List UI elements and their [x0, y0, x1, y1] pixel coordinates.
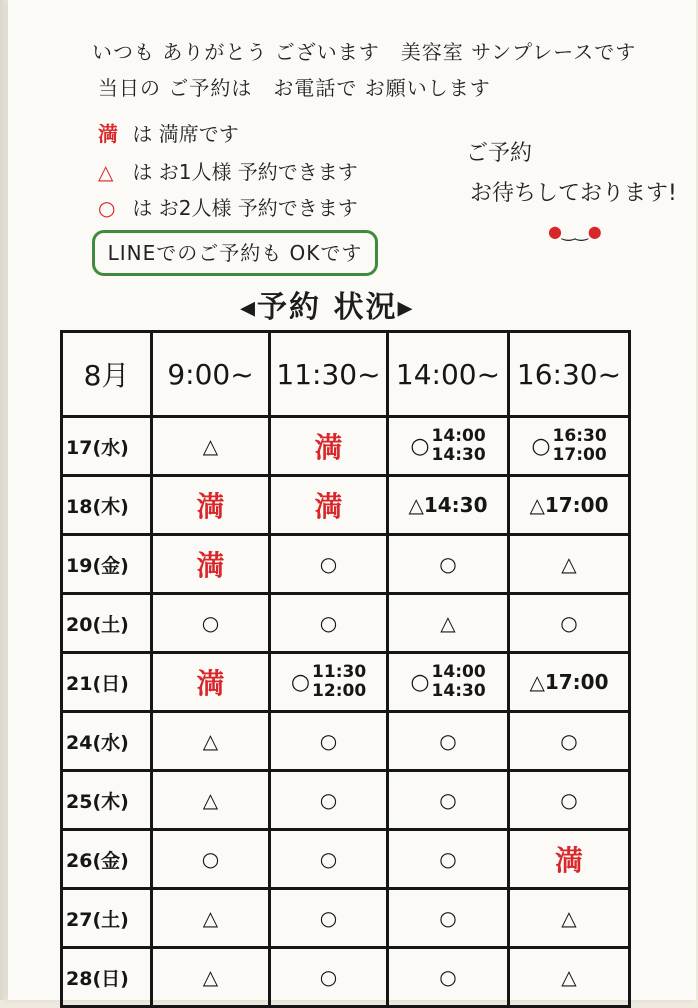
full-mark: 満 [98, 122, 118, 146]
circle-icon: ○ [439, 964, 457, 989]
triangle-icon: △ [202, 433, 219, 458]
header-slot-1130: 11:30~ [270, 332, 388, 417]
legend-circle [98, 192, 358, 221]
slot-cell [270, 476, 388, 535]
slot-cell [270, 417, 388, 476]
full-mark: 満 [196, 549, 225, 582]
slot-cell [388, 535, 509, 594]
table-row [62, 948, 630, 1007]
circle-icon: ○ [560, 728, 578, 753]
header-month: 8月 [62, 332, 152, 417]
slot-cell [152, 476, 270, 535]
slot-cell [509, 889, 630, 948]
triangle-icon: △14:30 [408, 492, 488, 517]
slot-cell [152, 830, 270, 889]
slot-cell [509, 417, 630, 476]
full-mark: 満 [196, 490, 225, 523]
header-slot-1630: 16:30~ [509, 332, 630, 417]
circle-icon: ○ [560, 610, 578, 635]
table-row [62, 712, 630, 771]
slot-times [291, 663, 366, 701]
legend-full-text: は 満席です [132, 122, 239, 146]
full-mark: 満 [554, 844, 583, 877]
slot-times [531, 427, 606, 465]
time-value: 16:30 [552, 426, 607, 446]
slot-cell [388, 653, 509, 712]
slot-cell [388, 830, 509, 889]
slot-times [410, 663, 485, 701]
circle-icon: ○ [290, 669, 311, 695]
circle-icon: ○ [439, 905, 457, 930]
circle-icon: ○ [410, 433, 430, 459]
circle-icon: ○ [410, 669, 430, 695]
slot-cell [509, 712, 630, 771]
slot-cell [270, 830, 388, 889]
full-mark: 満 [196, 667, 225, 700]
page-title: ◂予約 状況▸ [240, 290, 415, 325]
day-label: 27(土) [62, 889, 152, 948]
triangle-icon: △ [202, 905, 219, 930]
day-label: 19(金) [62, 535, 152, 594]
circle-icon: ○ [319, 846, 338, 871]
time-value: 12:00 [312, 681, 367, 701]
circle-icon: ○ [439, 728, 457, 753]
slot-cell [152, 653, 270, 712]
slot-cell [388, 712, 509, 771]
slot-cell [388, 594, 509, 653]
circle-icon: ○ [98, 196, 116, 220]
legend-full [98, 118, 239, 147]
triangle-icon: △ [561, 905, 577, 930]
slot-cell [152, 948, 270, 1007]
time-range [432, 427, 486, 465]
triangle-icon: △ [202, 964, 219, 989]
reservation-note-line2: お待ちしております! [470, 181, 677, 206]
triangle-icon: △17:00 [529, 669, 609, 694]
slot-cell [270, 771, 388, 830]
line-ok-box: LINEでのご予約も OKです [92, 230, 378, 276]
slot-cell [388, 417, 509, 476]
slot-cell [388, 771, 509, 830]
slot-cell [388, 476, 509, 535]
slot-cell [152, 712, 270, 771]
slot-cell [270, 594, 388, 653]
slot-cell [270, 535, 388, 594]
day-label: 26(金) [62, 830, 152, 889]
triangle-icon: △ [440, 610, 456, 635]
triangle-icon: △ [98, 160, 114, 184]
triangle-icon: △17:00 [529, 492, 609, 517]
slot-cell [152, 535, 270, 594]
circle-icon: ○ [319, 964, 338, 989]
time-value: 14:00 [431, 662, 486, 682]
slot-cell [388, 889, 509, 948]
day-label: 28(日) [62, 948, 152, 1007]
table-row [62, 417, 630, 476]
slot-cell [152, 594, 270, 653]
table-header-row [62, 332, 630, 417]
phone-note: 当日の ご予約は お電話で お願いします [98, 76, 491, 100]
legend-circle-text: は お2人様 予約できます [132, 196, 358, 220]
slot-cell [509, 535, 630, 594]
day-label: 20(土) [62, 594, 152, 653]
time-value: 14:30 [431, 445, 486, 465]
slot-cell [509, 594, 630, 653]
day-label: 25(木) [62, 771, 152, 830]
reservation-table [60, 330, 631, 1008]
day-label: 24(水) [62, 712, 152, 771]
circle-icon: ○ [439, 846, 457, 871]
slot-cell [270, 889, 388, 948]
slot-cell [388, 948, 509, 1007]
time-value: 14:30 [431, 681, 486, 701]
day-label: 17(水) [62, 417, 152, 476]
slot-cell [152, 771, 270, 830]
table-row [62, 771, 630, 830]
table-row [62, 476, 630, 535]
triangle-icon: △ [202, 787, 219, 812]
triangle-icon: △ [561, 964, 577, 989]
circle-icon: ○ [531, 433, 551, 459]
slot-cell [509, 771, 630, 830]
slot-cell [270, 712, 388, 771]
slot-cell [509, 830, 630, 889]
time-range [553, 427, 607, 465]
circle-icon: ○ [201, 610, 220, 635]
time-range [432, 663, 486, 701]
slot-cell [270, 948, 388, 1007]
circle-icon: ○ [319, 610, 338, 635]
table-row [62, 535, 630, 594]
circle-icon: ○ [319, 905, 338, 930]
table-row [62, 830, 630, 889]
reservation-note-line1: ご予約 [466, 141, 533, 166]
time-value: 11:30 [312, 662, 367, 682]
circle-icon: ○ [319, 787, 338, 812]
circle-icon: ○ [319, 728, 338, 753]
slot-cell [270, 653, 388, 712]
slot-cell [509, 476, 630, 535]
slot-cell [509, 948, 630, 1007]
slot-times [410, 427, 485, 465]
legend-triangle-text: は お1人様 予約できます [132, 160, 358, 184]
table-row [62, 889, 630, 948]
header-slot-0900: 9:00~ [152, 332, 270, 417]
table-row [62, 594, 630, 653]
time-range [312, 663, 366, 701]
day-label: 21(日) [62, 653, 152, 712]
table-row [62, 653, 630, 712]
slot-cell [152, 417, 270, 476]
slot-cell [509, 653, 630, 712]
smile-face-icon: ●‿‿● [548, 222, 602, 241]
full-mark: 満 [314, 431, 343, 464]
triangle-icon: △ [202, 728, 219, 753]
circle-icon: ○ [560, 787, 578, 812]
greeting-text: いつも ありがとう ございます 美容室 サンプレースです [92, 40, 637, 64]
circle-icon: ○ [439, 787, 457, 812]
day-label: 18(木) [62, 476, 152, 535]
circle-icon: ○ [439, 551, 457, 576]
legend-triangle [98, 156, 358, 185]
header-slot-1400: 14:00~ [388, 332, 509, 417]
circle-icon: ○ [319, 551, 338, 576]
triangle-icon: △ [561, 551, 577, 576]
time-value: 17:00 [552, 445, 607, 465]
time-value: 14:00 [431, 426, 486, 446]
slot-cell [152, 889, 270, 948]
circle-icon: ○ [201, 846, 220, 871]
full-mark: 満 [314, 490, 343, 523]
